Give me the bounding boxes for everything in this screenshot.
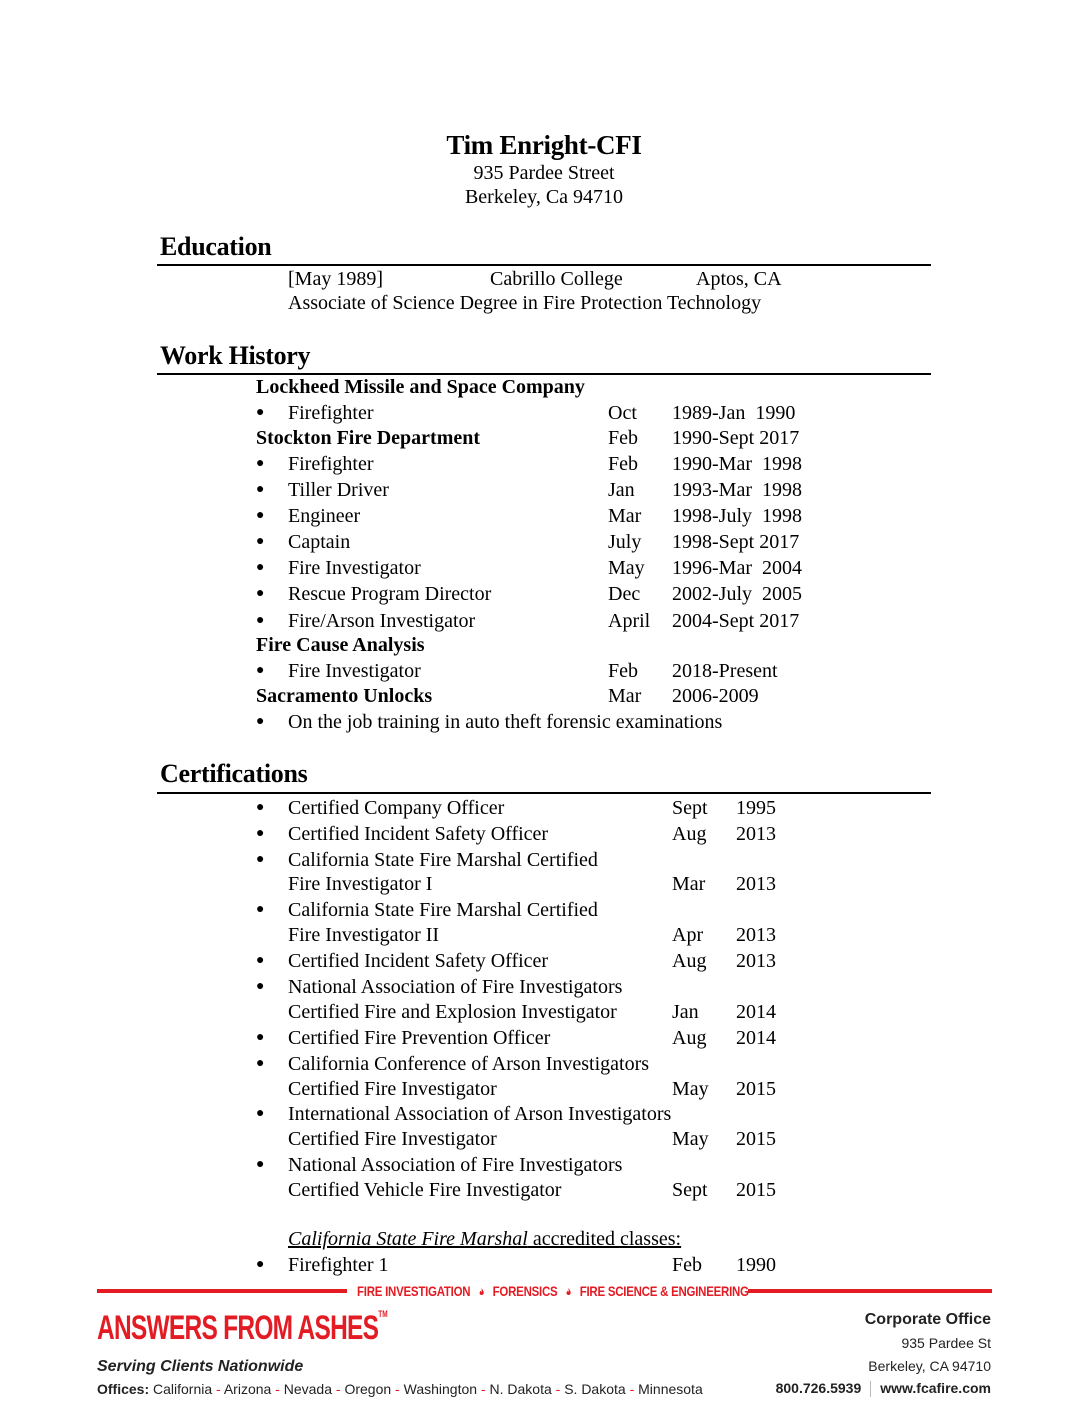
work-role: On the job training in auto theft forensic examinations xyxy=(288,711,723,733)
certification-name: National Association of Fire Investigators xyxy=(288,976,623,998)
certification-month: Aug xyxy=(672,823,707,845)
accredited-class-year: 1990 xyxy=(736,1254,776,1276)
work-date-range: 1993-Mar 1998 xyxy=(672,479,802,501)
certification-name: California State Fire Marshal Certified xyxy=(288,849,598,871)
accredited-classes-agency: California State Fire Marshal xyxy=(288,1228,528,1250)
certification-name: Fire Investigator I xyxy=(288,873,433,895)
bullet-icon: ● xyxy=(256,1056,265,1071)
bullet-icon: ● xyxy=(256,405,265,420)
work-date-range: 1996-Mar 2004 xyxy=(672,557,802,579)
footer-website[interactable]: www.fcafire.com xyxy=(880,1380,991,1396)
accredited-class-name: Firefighter 1 xyxy=(288,1254,389,1276)
bullet-icon: ● xyxy=(256,456,265,471)
office-location: California xyxy=(153,1381,213,1397)
certification-month: Jan xyxy=(672,1001,699,1023)
work-date-range: 2018-Present xyxy=(672,660,778,682)
bullet-icon: ● xyxy=(256,560,265,575)
certification-name: Fire Investigator II xyxy=(288,924,440,946)
work-role: Fire Investigator xyxy=(288,557,421,579)
work-date-range: 2006-2009 xyxy=(672,685,759,707)
certification-month: Apr xyxy=(672,924,704,946)
certification-month: Mar xyxy=(672,873,706,895)
work-start-month: May xyxy=(608,557,645,579)
work-employer: Lockheed Missile and Space Company xyxy=(256,376,585,398)
bullet-icon: ● xyxy=(256,826,265,841)
certification-name: Certified Fire Prevention Officer xyxy=(288,1027,551,1049)
education-degree: Associate of Science Degree in Fire Protection Technology xyxy=(288,292,762,314)
header-street: 935 Pardee Street xyxy=(473,162,615,184)
work-date-range: 1990-Sept 2017 xyxy=(672,427,800,449)
certification-month: Sept xyxy=(672,797,708,819)
office-location: S. Dakota xyxy=(564,1381,626,1397)
certification-name: Certified Company Officer xyxy=(288,797,505,819)
work-date-range: 1990-Mar 1998 xyxy=(672,453,802,475)
work-start-month: Mar xyxy=(608,685,642,707)
accredited-classes-label: accredited classes: xyxy=(527,1228,682,1250)
resume-name: Tim Enright-CFI xyxy=(446,130,642,160)
work-role: Firefighter xyxy=(288,402,374,424)
office-separator: - xyxy=(551,1381,565,1397)
trademark-mark: TM xyxy=(378,1309,388,1319)
work-role: Captain xyxy=(288,531,351,553)
certification-name: Certified Incident Safety Officer xyxy=(288,950,549,972)
certification-month: Sept xyxy=(672,1179,708,1201)
certification-year: 2015 xyxy=(736,1128,776,1150)
footer-slogan: Serving Clients Nationwide xyxy=(97,1358,304,1375)
education-rule xyxy=(157,264,931,266)
header-city: Berkeley, Ca 94710 xyxy=(464,186,624,208)
certification-name: Certified Vehicle Fire Investigator xyxy=(288,1179,562,1201)
work-role: Rescue Program Director xyxy=(288,583,492,605)
certification-name: National Association of Fire Investigators xyxy=(288,1154,623,1176)
office-location: Minnesota xyxy=(638,1381,703,1397)
work-start-month: Oct xyxy=(608,402,637,424)
work-start-month: Jan xyxy=(608,479,635,501)
work-start-month: July xyxy=(608,531,642,553)
work-date-range: 1998-July 1998 xyxy=(672,505,802,527)
certification-year: 2014 xyxy=(736,1001,776,1023)
certification-year: 2014 xyxy=(736,1027,776,1049)
office-separator: - xyxy=(332,1381,345,1397)
bullet-icon: ● xyxy=(256,1257,265,1272)
bullet-icon: ● xyxy=(256,508,265,523)
certification-year: 2015 xyxy=(736,1078,776,1100)
certification-name: Certified Fire Investigator xyxy=(288,1128,497,1150)
bullet-icon: ● xyxy=(256,1030,265,1045)
bullet-icon: ● xyxy=(256,1106,265,1121)
certification-name: California Conference of Arson Investigators xyxy=(288,1053,650,1075)
work-date-range: 1989-Jan 1990 xyxy=(672,402,796,424)
certification-month: Aug xyxy=(672,950,707,972)
certification-year: 2013 xyxy=(736,924,776,946)
work-role: Fire/Arson Investigator xyxy=(288,610,476,632)
certification-year: 2013 xyxy=(736,823,776,845)
office-location: Arizona xyxy=(223,1381,272,1397)
certification-year: 2013 xyxy=(736,950,776,972)
work-employer: Stockton Fire Department xyxy=(256,427,481,449)
company-logo xyxy=(97,1309,388,1348)
certification-month: May xyxy=(672,1128,709,1150)
bullet-icon: ● xyxy=(256,953,265,968)
certification-name: Certified Incident Safety Officer xyxy=(288,823,549,845)
work-date-range: 2004-Sept 2017 xyxy=(672,610,800,632)
office-separator: - xyxy=(477,1381,490,1397)
education-school: Cabrillo College xyxy=(490,268,623,290)
certification-name: California State Fire Marshal Certified xyxy=(288,899,598,921)
office-location: Oregon xyxy=(344,1381,392,1397)
education-location: Aptos, CA xyxy=(696,268,782,290)
work-role: Fire Investigator xyxy=(288,660,421,682)
certification-month: May xyxy=(672,1078,709,1100)
bullet-icon: ● xyxy=(256,534,265,549)
work-start-month: Dec xyxy=(608,583,641,605)
tagline-fire-investigation: FIRE INVESTIGATION xyxy=(357,1283,471,1299)
education-date: [May 1989] xyxy=(288,268,383,290)
bullet-icon: ● xyxy=(256,800,265,815)
certifications-heading: Certifications xyxy=(160,759,308,788)
certification-year: 2015 xyxy=(736,1179,776,1201)
corporate-office-street: 935 Pardee St xyxy=(901,1335,991,1351)
work-start-month: April xyxy=(608,610,651,632)
bullet-icon: ● xyxy=(256,979,265,994)
work-start-month: Mar xyxy=(608,505,642,527)
certification-name: Certified Fire and Explosion Investigator xyxy=(288,1001,617,1023)
bullet-icon: ● xyxy=(256,482,265,497)
footer-contact xyxy=(776,1380,991,1397)
certification-name: International Association of Arson Investigators xyxy=(288,1103,672,1125)
work-role: Tiller Driver xyxy=(288,479,389,501)
certification-year: 1995 xyxy=(736,797,776,819)
certification-name: Certified Fire Investigator xyxy=(288,1078,497,1100)
footer-phone[interactable]: 800.726.5939 xyxy=(775,1380,862,1396)
footer-tagline xyxy=(357,1283,749,1299)
work-start-month: Feb xyxy=(608,453,638,475)
bullet-icon: ● xyxy=(256,613,265,628)
certification-year: 2013 xyxy=(736,873,776,895)
flame-icon xyxy=(566,1288,571,1296)
work-start-month: Feb xyxy=(608,427,638,449)
corporate-office-city: Berkeley, CA 94710 xyxy=(868,1358,991,1374)
footer-separator xyxy=(870,1381,871,1397)
certifications-rule xyxy=(157,792,931,794)
certification-month: Aug xyxy=(672,1027,707,1049)
corporate-office-title: Corporate Office xyxy=(864,1311,991,1328)
footer-rule-left xyxy=(97,1289,347,1293)
work-history-heading: Work History xyxy=(160,341,311,370)
bullet-icon: ● xyxy=(256,586,265,601)
office-separator: - xyxy=(625,1381,639,1397)
logo-text: ANSWERS FROM ASHES xyxy=(97,1309,379,1347)
work-employer: Sacramento Unlocks xyxy=(256,685,433,707)
footer-rule-right xyxy=(748,1289,992,1293)
footer-offices xyxy=(97,1381,703,1397)
bullet-icon: ● xyxy=(256,852,265,867)
work-role: Firefighter xyxy=(288,453,374,475)
work-employer: Fire Cause Analysis xyxy=(256,634,425,656)
accredited-classes-heading xyxy=(288,1227,681,1251)
flame-icon xyxy=(479,1288,484,1296)
bullet-icon: ● xyxy=(256,1157,265,1172)
office-location: Washington xyxy=(403,1381,478,1397)
office-location: Nevada xyxy=(283,1381,333,1397)
tagline-fire-science: FIRE SCIENCE & ENGINEERING xyxy=(579,1283,749,1299)
work-start-month: Feb xyxy=(608,660,638,682)
work-date-range: 1998-Sept 2017 xyxy=(672,531,800,553)
work-date-range: 2002-July 2005 xyxy=(672,583,802,605)
bullet-icon: ● xyxy=(256,714,265,729)
office-separator: - xyxy=(212,1381,224,1397)
accredited-class-month: Feb xyxy=(672,1254,702,1276)
office-separator: - xyxy=(391,1381,404,1397)
work-role: Engineer xyxy=(288,505,361,527)
bullet-icon: ● xyxy=(256,663,265,678)
education-heading: Education xyxy=(160,232,272,261)
office-separator: - xyxy=(271,1381,284,1397)
tagline-forensics: FORENSICS xyxy=(492,1283,558,1299)
office-location: N. Dakota xyxy=(489,1381,552,1397)
bullet-icon: ● xyxy=(256,902,265,917)
offices-label: Offices: xyxy=(97,1381,150,1397)
